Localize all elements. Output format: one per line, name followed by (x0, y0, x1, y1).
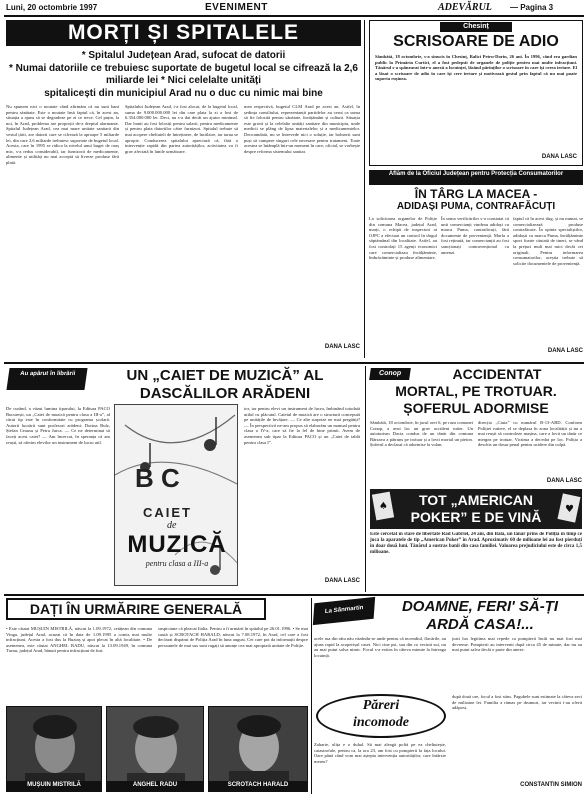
poker-title-1: TOT „AMERICAN (418, 492, 534, 508)
svg-text:♥: ♥ (565, 504, 574, 515)
doamne-title-2: ARDĂ CASA!... (426, 616, 534, 633)
chesint-text: Sâmbătă, 18 octombrie, s-a sinucis în Chesinț, Ralici Petru-Dorin, 26 ani. În 1996, când era gardian public la Primăria Curtici, el a fost pedepsit de organele de poliție pentru mai multe infracțiuni. Tânărul s-a spânzurat într-o anexă a locuinței, lăsând părinților o scrisoare în care își cerea iertare. El a lăsat o scrisoare de adio în care își cere iertare și motivează gestul prin faptul că nu mai poate suporta rușinea. (375, 54, 577, 82)
caiet-kicker: Au apărut în librării (6, 368, 87, 390)
accident-title-2: MORTAL, PE TROTUAR. (395, 383, 557, 399)
spitale-subtitle-1: * Spitalul Județean Arad, sufocat de datorii (81, 50, 286, 61)
masthead-rule (4, 15, 584, 17)
macea-author: DANA LASC (547, 348, 583, 354)
macea-title-2: ADIDAȘI PUMA, CONTRAFĂCUȚI (396, 201, 556, 212)
portrait-2-image (107, 707, 204, 792)
portrait-3-image (209, 707, 308, 792)
accident-title-3: ȘOFERUL ADORMISE (403, 400, 549, 416)
mid-horizontal-rule (4, 362, 584, 364)
lower-horizontal-rule (4, 594, 584, 596)
macea-column-3: faptul că în acest târg, și nu numai, se comercializează produse contrafăcute. În opinia specialiștilor, adidașii cu marca Puma, încălțăminte sport foarte căutată de tineri, se vând la prețuri mult mai mici decât cei originali. Pentru informarea consumatorilor, aceștia trebuie să solicite documentele de proveniență. (513, 216, 583, 266)
macea-kicker: Aflăm de la Oficiul Județean pentru Protecția Consumatorilor (369, 170, 583, 185)
accident-author: DANA LASC (546, 478, 582, 484)
spitale-subtitle-2: * Numai datoriile ce trebuiesc suportate de bugetul local se cifrează la 2,6 miliarde lei * Nici celelalte unități (8, 63, 358, 86)
doamne-column-1: acele rua din rătu nău văzându-se unde pentru că incendiul, flacările, au ajuns rapid la acoperișul casei. Nici cine psi, sau din co vecinii sui, nu au mai putut salva nimic. Focul s-a extins în câteva minute la întreaga locuință. (314, 636, 446, 658)
accident-title-1: ACCIDENTAT (452, 366, 542, 382)
pareri-text: Zaharie, ulița e o duhal. Să mai aleagă poftă pe ea cheltuiește, catastrofale, pentru ca, la ora 23, am fost cu pompierii la fața locului. Oare până când vom mai aștepta intervenția autorităților, care întârzie mereu? (314, 742, 446, 764)
svg-text:♠: ♠ (379, 501, 388, 512)
caiet-author: DANA LASC (324, 578, 360, 584)
caption-musuin-mistrila: MUȘUIN MISTRILĂ (6, 781, 102, 791)
poker-title-2: POKER” E DE VINĂ (410, 509, 542, 525)
spitale-title: MORȚI ȘI SPITALELE (67, 21, 300, 44)
middle-vertical-divider (365, 366, 366, 592)
masthead-date: Luni, 20 octombrie 1997 (6, 3, 98, 12)
caiet-title-2: DASCĂLILOR ARĂDENI (139, 385, 311, 402)
spitale-title-band (6, 20, 361, 46)
portrait-1-image (7, 707, 102, 792)
photo-anghel-radu (106, 706, 204, 792)
caiet-column-1: De curând, a văzut lumina tiparului, la Editura PACO București, un „Caiet de muzică pentru clasa a III-a”, al cărui tip este în conformitate cu programa școlară. Autorii lucrării sunt profesori arădeni: Dorina Bulz, Ștefan Ceausu și Petru Jurca. — Ce ne determinat să faceți acest caiet? — Am încercat, în speranța că am reușit, să oferim elevilor un instrument de lucru util. (6, 406, 110, 445)
caiet-cover-title: MUZICĂ (127, 531, 227, 558)
chesint-kicker: Chesinț (440, 22, 512, 32)
pareri-title-1: Păreri (362, 698, 400, 713)
caiet-cover-image (114, 404, 238, 586)
macea-column-1: La solicitarea organelor de Poliție din comuna Macea, județul Arad, marți, o echipă de inspectori ai OJPC a efectuat un control în târgul săptămânal din localitate. Astfel, au fost controlați 15 agenți economici care comercializau încălțăminte, îmbrăcăminte și produse alimentare. (369, 216, 437, 261)
dati-title: DAȚI ÎN URMĂRIRE GENERALĂ (29, 601, 243, 617)
accident-column-1: Sâmbătă, 18 octombrie, în jurul orei 6, pe raza comunei Conop, a avut loc un grav accident rutier. Un autoturism Dacia condus de un tânăr din comuna Bârzava a pătruns pe trotuar și a lovit mortal un pieton. Șoferul a declarat că adormise la volan. (370, 420, 473, 448)
spitale-subtitle-3: spitalicești din municipiul Arad nu o duc cu nimic mai bine (44, 88, 323, 99)
caiet-cover-caiet: CAIET (143, 505, 192, 520)
spitale-author: DANA LASC (324, 344, 360, 350)
bottom-vertical-divider (311, 598, 312, 794)
photo-musuin-mistrila (6, 706, 102, 792)
photo-scrotach-harald (208, 706, 308, 792)
caiet-cover-de: de (167, 520, 177, 531)
spitale-column-3: mea respectivă, bugetul CLM Arad pe acest an. Astfel, în ședința consiliului, reprezentanții partidelor au cerut ca suma să fie folosită pentru sănătate, învățământ și cultură. Situația este gravă și la celelalte unități sanitare din municipiu, unde medicii se plâng de lipsa materialelor și a medicamentelor. Deocamdată, nu se întrevede nici o soluție, iar bolnavii sunt puși să cumpere singuri cele necesare pentru tratament. Toate acestea se întâmplă într-un moment în care, oficial, se vorbește despre reforma sistemului sanitar. (244, 104, 360, 154)
poker-banner (370, 489, 582, 529)
dati-column-2: suspiciune că pleacat Italia. Pentru a fi urmărit în spitalul pe 26.01.1996. • Se mai caută și SCROTACH HARALD, născut la 7.08.1972, în Arad, cel care a fost declarat dispărut de Poliția Arad în luna august. Cei care pot da informații despre persoanele de mai sus sunt rugați să anunțe cea mai apropiată unitate de Poliție. (158, 626, 308, 648)
chesint-author: DANA LASC (541, 154, 577, 160)
macea-title-1: ÎN TÂRG LA MACEA - (414, 187, 538, 201)
masthead-page: — Pagina 3 (510, 3, 554, 12)
pareri-title-2: incomode (353, 715, 409, 730)
accident-column-2: direcția „Ciuia” cu numărul B-13-ABD. Conform Poliției rutiere, el se deplasa în zona localității și nu a mai reușit să controleze mașina, care a lovit un tânăr ce mergea pe trotuar. Victima a decedat pe loc. Poliția a deschis un dosar penal pentru ucidere din culpă. (478, 420, 582, 448)
spitale-column-2: Spitalului Județean Arad, i-a fost alocat, de la bugetul local, suma de 9.000.000.000 lei din care plata la zi a fost de 6.354.000.000 lei. Deci, nu s-a dat decât un ajutor minimal. Dar banii au fost folosiți pentru salarii, pentru medicamente și pentru plata datoriilor către furnizori. Spitalul trebuie să mai acopere cheltuieli de întreținere, de încălzire, iar iarna se apropie. Conducerea spitalului apreciază că, fără o intervenție rapidă din partea autorităților, activitatea va fi grav afectată în lunile următoare. (125, 104, 238, 154)
chesint-title: SCRISOARE DE ADIO (393, 33, 559, 50)
poker-text: Este cercetat în stare de libertate Rad Gabriel, 24 ani, din Bala, un tânăr prins de Poliția în timp ce juca la aparatele de tip „American Poker” în Arad. Aproximativ 60 de milioane lei au fost pierduți în doar două luni. Tânărul a sustras banii din casa familiei. Valoarea prejudiciului este de circa 1,5 milioane. (370, 532, 582, 555)
caption-anghel-radu: ANGHEL RADU (106, 781, 204, 791)
doamne-author: CONSTANTIN SIMION (520, 782, 582, 788)
spitale-column-1: Nu spunem nici o noutate când afirmăm că nu sunt bani pentru sănătate. Este o noutate însă faptul că, în acest an, situația a ajuns să se degradeze pe zi ce trece. Cel puțin, la noi, în Arad, problema are proporții de-a dreptul alarmante. Spitalul Județean Arad, cea mai mare unitate sanitară din vestul țării, are datorii care se cifrează la aproape 5 miliarde lei, din care 2,6 miliarde trebuiesc suportate de bugetul local. Acesta, care în 1995 se ridica la nivelul unui buget de oraș mic, s-a redus considerabil, iar furnizorii de medicamente, alimente și utilități nu mai acceptă să livreze produse fără plată. (6, 104, 119, 165)
doamne-column-2: justi lux legitima mai repede ca pompierii încât nu mai fost mai devreme. Pompierii au intervenit după circa 45 de minute, dar nu au mai putut salva decât o parte din anexe. (452, 636, 582, 653)
caiet-cover-letters: B C (135, 463, 180, 493)
doamne-title-1: DOAMNE, FERI' SĂ-ȚI (401, 598, 559, 615)
vertical-divider-top (364, 20, 365, 358)
accident-kicker: Conop (369, 368, 411, 380)
caiet-column-2: tor, iar pentru elevi un instrument de lucru, îmbinând totodată utilul cu plăcutul. Caietul de muzică are o structură concepută pe unitățile de învățare. — Ce alte surprize ne mai pregătiți? — În perspectivă ne-am propus să elaborăm un manual pentru clasa a IV-a, care să fie la fel de bine primit. Avem de asemenea sub tipar la Editura PACO și un „Caiet de tablă pentru clasa I”. (244, 406, 360, 445)
macea-column-2: În urma verificărilor s-a constatat că unii comercianți vindeau adidași cu marca Puma, contrafăcuți, fără documente de proveniență. Marfa a fost reținută, iar comercianții au fost sancționați contravențional cu amenzi. (441, 216, 509, 255)
caiet-title-1: UN „CAIET DE MUZICĂ” AL (126, 367, 324, 384)
masthead-section: EVENIMENT (205, 2, 268, 13)
doamne-kicker: La Sânmartin (313, 597, 375, 625)
dati-column-1: • Este căutat MUȘUIN MISTRILĂ, născut la 1.09.1972, cetățean din comuna Vinga, județul Arad, acuzat că în data de 1.09.1995 a comis mai multe infracțiuni. Acesta a fost dus la Buziaș și apoi plecat în altă localitate. • De asemenea, este căutat ANGHEL RADU, născut la 13.09.1949, în comuna Turnu, județul Arad, bănuit pentru infracțiuni de furt. (6, 626, 152, 654)
caiet-cover-subtitle: pentru clasa a III-a (145, 559, 209, 568)
caption-scrotach-harald: SCROTACH HARALD (208, 781, 308, 791)
doamne-column-3: după două ore, focul a fost stins. Pagubele sunt estimate la câteva zeci de milioane lei. Familia a rămas pe drumuri, iar vecinii i-au oferit adăpost. (452, 694, 582, 711)
masthead-paper: ADEVĂRUL (438, 2, 492, 13)
